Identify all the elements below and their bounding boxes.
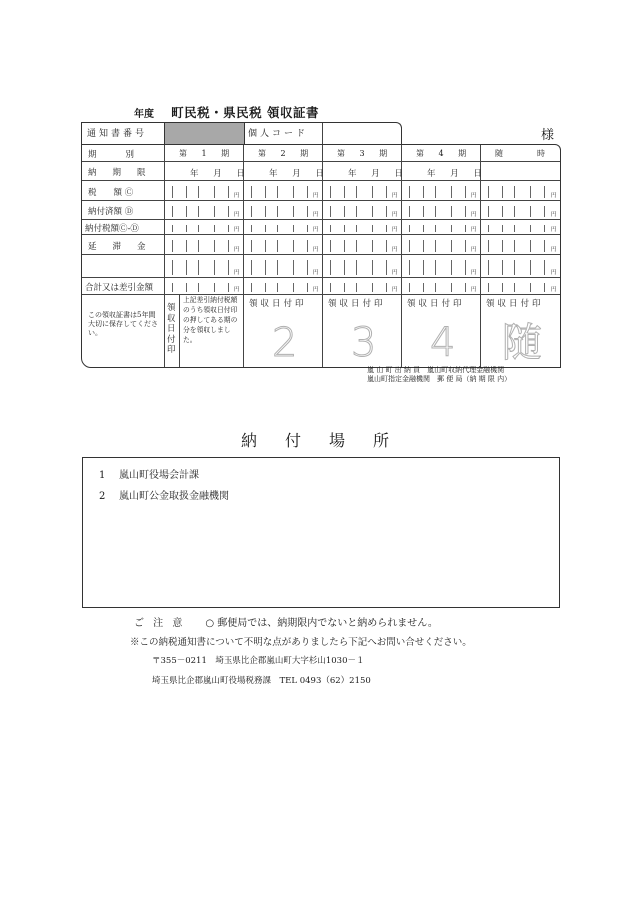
amount-digit-tick xyxy=(409,225,410,232)
amount-digit-tick xyxy=(544,260,545,275)
yen-unit: 円 xyxy=(471,193,477,199)
amount-digit-tick xyxy=(293,240,294,252)
amount-digit-tick xyxy=(277,260,278,275)
amount-digit-tick xyxy=(186,240,187,252)
amount-digit-tick xyxy=(530,260,531,275)
yen-unit: 円 xyxy=(551,287,557,293)
amount-digit-tick xyxy=(307,240,308,252)
yen-unit: 円 xyxy=(551,270,557,276)
amount-digit-tick xyxy=(356,283,357,292)
amount-digit-tick xyxy=(386,225,387,232)
receipt-footnote xyxy=(367,366,511,384)
amount-digit-tick xyxy=(544,225,545,232)
amount-digit-tick xyxy=(307,186,308,198)
amount-digit-tick xyxy=(451,240,452,252)
yen-unit: 円 xyxy=(471,227,477,233)
amount-digit-tick xyxy=(451,186,452,198)
tax-amount-label: 税 額 Ⓒ xyxy=(88,188,134,198)
divider xyxy=(322,123,323,145)
amount-digit-tick xyxy=(265,260,266,275)
amount-digit-tick xyxy=(277,206,278,217)
amount-digit-tick xyxy=(530,240,531,252)
amount-digit-tick xyxy=(344,186,345,198)
amount-digit-tick xyxy=(488,260,489,275)
amount-digit-tick xyxy=(198,186,199,198)
row-divider xyxy=(82,234,560,235)
fiscal-year-label: 年度 xyxy=(134,109,154,120)
amount-digit-tick xyxy=(435,283,436,292)
ad-hoc-header: 随 時 xyxy=(495,149,551,158)
late-fee-label: 延滞金 xyxy=(88,242,162,252)
deadline-label: 納期限 xyxy=(88,168,162,178)
amount-digit-tick xyxy=(423,225,424,232)
inquiry-note: ※この納税通知書について不明な点がありましたら下記へお問い合せください。 xyxy=(130,637,472,648)
amount-digit-tick xyxy=(514,225,515,232)
period-3-header: 第 3 期 xyxy=(337,149,394,158)
amount-digit-tick xyxy=(356,225,357,232)
receipt-table xyxy=(81,144,561,368)
amount-digit-tick xyxy=(344,283,345,292)
amount-digit-tick xyxy=(502,260,503,275)
amount-digit-tick xyxy=(251,240,252,252)
yen-unit: 円 xyxy=(313,193,319,199)
amount-digit-tick xyxy=(544,186,545,198)
payment-places-heading: 納付場所 xyxy=(240,431,417,450)
yen-unit: 円 xyxy=(471,247,477,253)
row-divider xyxy=(82,277,560,278)
row-divider xyxy=(82,161,560,162)
amount-digit-tick xyxy=(265,186,266,198)
amount-digit-tick xyxy=(277,240,278,252)
amount-digit-tick xyxy=(356,240,357,252)
amount-digit-tick xyxy=(198,206,199,217)
row-divider xyxy=(82,200,560,201)
amount-digit-tick xyxy=(172,225,173,232)
keep-note: この領収証書は5年間大切に保存してください。 xyxy=(88,311,158,337)
receipt-stamp-label-adhoc: 領収日付印 xyxy=(486,299,544,309)
yen-unit: 円 xyxy=(313,270,319,276)
amount-digit-tick xyxy=(409,260,410,275)
amount-digit-tick xyxy=(186,260,187,275)
amount-digit-tick xyxy=(423,283,424,292)
amount-digit-tick xyxy=(198,260,199,275)
amount-digit-tick xyxy=(251,225,252,232)
deadline-date-4: 年 月 日 xyxy=(427,169,488,179)
amount-digit-tick xyxy=(277,186,278,198)
period-4-header: 第 4 期 xyxy=(416,149,473,158)
deadline-date-3: 年 月 日 xyxy=(348,169,409,179)
amount-digit-tick xyxy=(386,283,387,292)
notice-number-field xyxy=(164,123,245,145)
amount-digit-tick xyxy=(277,225,278,232)
yen-unit: 円 xyxy=(471,287,477,293)
amount-digit-tick xyxy=(451,260,452,275)
yen-unit: 円 xyxy=(234,287,240,293)
caution-label: ご 注 意 xyxy=(134,618,186,629)
yen-unit: 円 xyxy=(392,227,398,233)
amount-digit-tick xyxy=(544,240,545,252)
amount-digit-tick xyxy=(293,260,294,275)
amount-digit-tick xyxy=(330,283,331,292)
amount-digit-tick xyxy=(423,186,424,198)
amount-digit-tick xyxy=(356,260,357,275)
amount-digit-tick xyxy=(214,240,215,252)
yen-unit: 円 xyxy=(392,212,398,218)
amount-digit-tick xyxy=(465,240,466,252)
amount-digit-tick xyxy=(435,260,436,275)
amount-digit-tick xyxy=(186,186,187,198)
paid-amount-label: 納付済額 Ⓓ xyxy=(88,207,134,217)
amount-digit-tick xyxy=(330,260,331,275)
amount-digit-tick xyxy=(530,225,531,232)
amount-digit-tick xyxy=(514,186,515,198)
amount-digit-tick xyxy=(265,206,266,217)
amount-digit-tick xyxy=(186,283,187,292)
amount-digit-tick xyxy=(435,240,436,252)
yen-unit: 円 xyxy=(234,193,240,199)
amount-digit-tick xyxy=(293,283,294,292)
amount-digit-tick xyxy=(198,283,199,292)
row-divider xyxy=(82,254,560,255)
amount-digit-tick xyxy=(372,240,373,252)
amount-digit-tick xyxy=(530,206,531,217)
yen-unit: 円 xyxy=(313,212,319,218)
amount-digit-tick xyxy=(330,240,331,252)
deadline-date-2: 年 月 日 xyxy=(269,169,330,179)
amount-digit-tick xyxy=(435,206,436,217)
amount-digit-tick xyxy=(330,186,331,198)
amount-digit-tick xyxy=(423,240,424,252)
payment-place-number: 2 xyxy=(99,491,106,502)
amount-digit-tick xyxy=(409,206,410,217)
amount-digit-tick xyxy=(307,283,308,292)
amount-digit-tick xyxy=(544,206,545,217)
amount-digit-tick xyxy=(514,240,515,252)
amount-digit-tick xyxy=(488,186,489,198)
yen-unit: 円 xyxy=(234,227,240,233)
payment-place-item xyxy=(99,487,229,502)
amount-digit-tick xyxy=(186,225,187,232)
amount-digit-tick xyxy=(488,283,489,292)
receipt-title: 町民税・県民税 領収証書 xyxy=(171,105,319,120)
amount-digit-tick xyxy=(488,240,489,252)
amount-digit-tick xyxy=(356,206,357,217)
amount-digit-tick xyxy=(293,206,294,217)
amount-digit-tick xyxy=(502,206,503,217)
amount-digit-tick xyxy=(198,225,199,232)
amount-digit-tick xyxy=(265,283,266,292)
period-mark-2: 2 xyxy=(272,320,298,366)
office-contact: 埼玉県比企郡嵐山町役場税務課 TEL 0493（62）2150 xyxy=(152,676,371,686)
amount-digit-tick xyxy=(251,283,252,292)
amount-digit-tick xyxy=(198,240,199,252)
document-title xyxy=(134,102,319,121)
amount-digit-tick xyxy=(372,186,373,198)
deadline-date-1: 年 月 日 xyxy=(190,169,251,179)
amount-digit-tick xyxy=(465,186,466,198)
amount-digit-tick xyxy=(409,240,410,252)
amount-digit-tick xyxy=(544,283,545,292)
yen-unit: 円 xyxy=(551,193,557,199)
yen-unit: 円 xyxy=(234,212,240,218)
amount-digit-tick xyxy=(465,283,466,292)
amount-digit-tick xyxy=(293,225,294,232)
amount-digit-tick xyxy=(265,225,266,232)
payment-place-item xyxy=(99,466,199,481)
amount-digit-tick xyxy=(465,260,466,275)
amount-digit-tick xyxy=(488,225,489,232)
footnote-line-2: 嵐山町指定金融機関 郵 便 局（納 期 限 内） xyxy=(367,375,512,383)
amount-digit-tick xyxy=(214,206,215,217)
amount-digit-tick xyxy=(293,186,294,198)
amount-digit-tick xyxy=(386,186,387,198)
amount-digit-tick xyxy=(423,206,424,217)
honorific: 様 xyxy=(541,128,555,143)
yen-unit: 円 xyxy=(234,270,240,276)
amount-digit-tick xyxy=(330,206,331,217)
amount-digit-tick xyxy=(435,186,436,198)
row-divider xyxy=(82,180,560,181)
yen-unit: 円 xyxy=(392,193,398,199)
amount-digit-tick xyxy=(502,283,503,292)
amount-digit-tick xyxy=(451,206,452,217)
amount-digit-tick xyxy=(172,260,173,275)
amount-digit-tick xyxy=(172,240,173,252)
amount-digit-tick xyxy=(423,260,424,275)
receipt-stamp-label-3: 領収日付印 xyxy=(328,299,386,309)
receipt-stamp-label-vertical: 領収日付印 xyxy=(167,303,176,355)
amount-digit-tick xyxy=(307,225,308,232)
amount-digit-tick xyxy=(514,206,515,217)
amount-digit-tick xyxy=(186,206,187,217)
stamp-note: 上記差引納付税額のうち領収日付印の押してある期の分を領収しました。 xyxy=(183,296,238,344)
receipt-stamp-label-4: 領収日付印 xyxy=(407,299,465,309)
amount-digit-tick xyxy=(451,283,452,292)
amount-digit-tick xyxy=(514,260,515,275)
amount-digit-tick xyxy=(307,206,308,217)
yen-unit: 円 xyxy=(551,212,557,218)
amount-digit-tick xyxy=(488,206,489,217)
amount-digit-tick xyxy=(372,225,373,232)
amount-digit-tick xyxy=(172,283,173,292)
total-label: 合計又は差引金額 xyxy=(85,283,154,293)
amount-digit-tick xyxy=(228,206,229,217)
period-mark-3: 3 xyxy=(351,320,377,366)
amount-digit-tick xyxy=(465,206,466,217)
row-divider xyxy=(82,219,560,220)
office-address: 〒355－0211 埼玉県比企郡嵐山町大字杉山1030－１ xyxy=(152,656,365,666)
amount-digit-tick xyxy=(251,206,252,217)
amount-digit-tick xyxy=(502,225,503,232)
amount-digit-tick xyxy=(502,240,503,252)
row-divider xyxy=(82,294,560,295)
amount-digit-tick xyxy=(228,260,229,275)
amount-digit-tick xyxy=(344,240,345,252)
yen-unit: 円 xyxy=(551,247,557,253)
amount-digit-tick xyxy=(228,186,229,198)
period-mark-4: 4 xyxy=(430,320,456,366)
period-1-header: 第 1 期 xyxy=(179,149,236,158)
payment-place-number: 1 xyxy=(99,470,106,481)
yen-unit: 円 xyxy=(392,247,398,253)
amount-digit-tick xyxy=(465,225,466,232)
amount-digit-tick xyxy=(356,186,357,198)
yen-unit: 円 xyxy=(313,227,319,233)
col-divider xyxy=(164,145,165,367)
yen-unit: 円 xyxy=(392,270,398,276)
amount-digit-tick xyxy=(330,225,331,232)
amount-digit-tick xyxy=(214,283,215,292)
col-divider xyxy=(179,294,180,367)
amount-digit-tick xyxy=(409,186,410,198)
payment-places-box xyxy=(82,457,560,608)
payment-due-label: 納付税額Ⓒ-Ⓓ xyxy=(85,224,139,234)
amount-digit-tick xyxy=(386,240,387,252)
amount-digit-tick xyxy=(435,225,436,232)
personal-code-label: 個人コード xyxy=(248,129,309,139)
yen-unit: 円 xyxy=(313,247,319,253)
amount-digit-tick xyxy=(228,283,229,292)
amount-digit-tick xyxy=(277,283,278,292)
amount-digit-tick xyxy=(228,225,229,232)
amount-digit-tick xyxy=(530,186,531,198)
amount-digit-tick xyxy=(251,186,252,198)
period-mark-adhoc: 随 xyxy=(502,320,542,366)
amount-digit-tick xyxy=(251,260,252,275)
yen-unit: 円 xyxy=(234,247,240,253)
amount-digit-tick xyxy=(530,283,531,292)
amount-digit-tick xyxy=(344,225,345,232)
amount-digit-tick xyxy=(372,260,373,275)
amount-digit-tick xyxy=(344,260,345,275)
footnote-line-1: 嵐 山 町 出 納 員 嵐山町収納代理金融機関 xyxy=(367,366,505,374)
period-label: 期 別 xyxy=(88,150,139,160)
yen-unit: 円 xyxy=(392,287,398,293)
yen-unit: 円 xyxy=(313,287,319,293)
amount-digit-tick xyxy=(228,240,229,252)
amount-digit-tick xyxy=(514,283,515,292)
amount-digit-tick xyxy=(451,225,452,232)
payment-place-text: 嵐山町役場会計課 xyxy=(119,470,199,481)
amount-digit-tick xyxy=(409,283,410,292)
amount-digit-tick xyxy=(344,206,345,217)
amount-digit-tick xyxy=(372,283,373,292)
amount-digit-tick xyxy=(372,206,373,217)
yen-unit: 円 xyxy=(471,270,477,276)
amount-digit-tick xyxy=(502,186,503,198)
period-2-header: 第 2 期 xyxy=(258,149,315,158)
amount-digit-tick xyxy=(172,206,173,217)
amount-digit-tick xyxy=(265,240,266,252)
amount-digit-tick xyxy=(307,260,308,275)
amount-digit-tick xyxy=(214,225,215,232)
yen-unit: 円 xyxy=(551,227,557,233)
amount-digit-tick xyxy=(214,186,215,198)
yen-unit: 円 xyxy=(471,212,477,218)
amount-digit-tick xyxy=(214,260,215,275)
amount-digit-tick xyxy=(172,186,173,198)
caution-text: ○ 郵便局では、納期限内でないと納められません。 xyxy=(205,618,438,629)
notice-number-label: 通知書番号 xyxy=(87,129,148,139)
amount-digit-tick xyxy=(386,206,387,217)
receipt-stamp-label-2: 領収日付印 xyxy=(249,299,307,309)
id-row xyxy=(81,122,402,145)
caution-line xyxy=(134,614,438,629)
payment-place-text: 嵐山町公金取扱金融機関 xyxy=(119,491,229,502)
amount-digit-tick xyxy=(386,260,387,275)
